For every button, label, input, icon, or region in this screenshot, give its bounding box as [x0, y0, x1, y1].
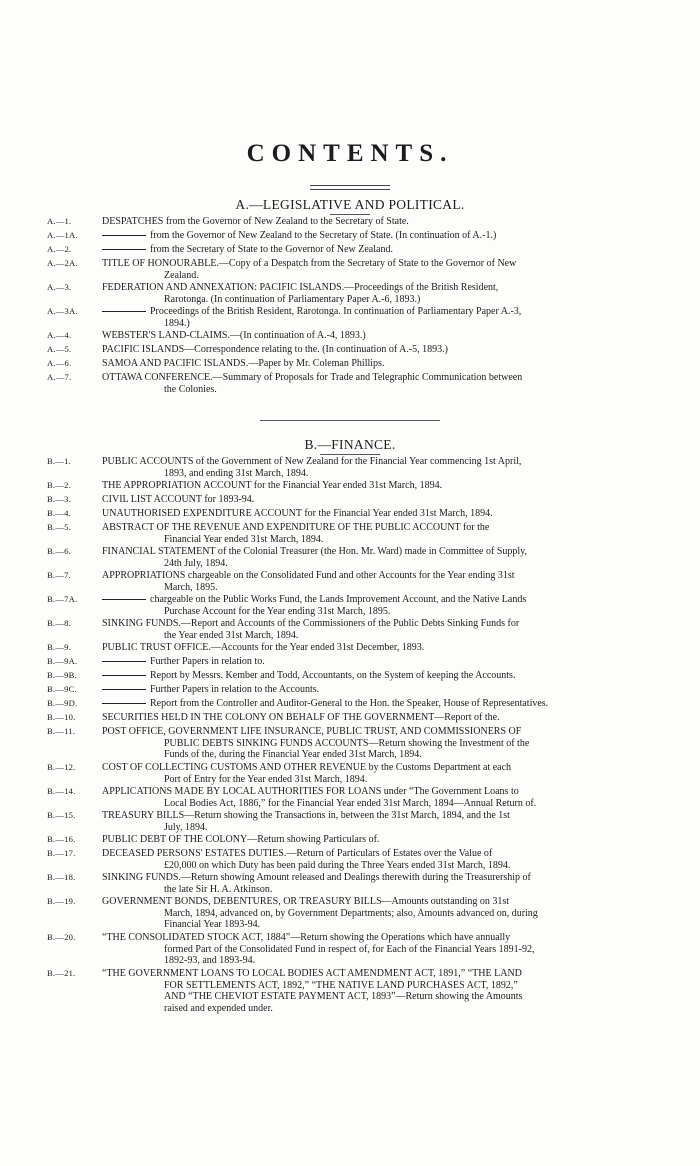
entry-text [102, 618, 668, 641]
entry-code: B.—21. [47, 968, 76, 978]
entry-continuation: Rarotonga. (In continuation of Parliamentary Paper A.-6, 1893.) [164, 293, 421, 305]
entry-title: from the Governor of New Zealand to the Secretary of State. (In continuation of A.-1.) [150, 230, 497, 241]
entry-title: OTTAWA CONFERENCE.—Summary of Proposals for Trade and Telegraphic Communication between [102, 372, 523, 383]
entry-code: B.—8. [47, 618, 71, 628]
entry-text [102, 670, 668, 682]
entry-title: Further Papers in relation to the Accounts. [150, 684, 320, 695]
entry-title: PUBLIC ACCOUNTS of the Government of New Zealand for the Financial Year commencing 1st April, [102, 456, 522, 467]
entry-text [102, 230, 668, 242]
entry-continuation: FOR SETTLEMENTS ACT, 1892,” “THE NATIVE LAND PURCHASES ACT, 1892,” [164, 979, 518, 991]
entry-text [102, 306, 668, 329]
entry-code: B.—7A. [47, 594, 78, 604]
entry-code: A.—7. [47, 372, 72, 382]
section-heading-a: A.—LEGISLATIVE AND POLITICAL. [235, 197, 465, 212]
entry-text [102, 344, 668, 356]
entry-continuation: 1892-93, and 1893-94. [164, 955, 256, 966]
entry-code: B.—5. [47, 522, 71, 532]
entry-title: PACIFIC ISLANDS—Correspondence relating to the. (In continuation of A.-5, 1893.) [102, 344, 448, 355]
entry-text [102, 282, 668, 305]
entry-code: B.—12. [47, 762, 76, 772]
entry-code: B.—9A. [47, 656, 78, 666]
entry-title: DECEASED PERSONS' ESTATES DUTIES.—Return of Particulars of Estates over the Value of [102, 848, 493, 859]
section-divider-a [330, 214, 370, 215]
entry-title: APPROPRIATIONS chargeable on the Consolidated Fund and other Accounts for the Year ending 31st [102, 570, 515, 581]
entry-title: THE APPROPRIATION ACCOUNT for the Financial Year ended 31st March, 1894. [102, 480, 443, 491]
entry-title: WEBSTER'S LAND-CLAIMS.—(In continuation of A.-4, 1893.) [102, 330, 366, 341]
entry-continuation: Financial Year 1893-94. [164, 919, 261, 930]
entry-text [102, 726, 668, 761]
entry-title: SINKING FUNDS.—Return showing Amount released and Dealings therewith during the Treasurership of [102, 872, 531, 883]
entry-text [102, 834, 668, 846]
entry-text [102, 698, 668, 710]
entry-continuation: AND “THE CHEVIOT ESTATE PAYMENT ACT, 1893”—Return showing the Amounts [164, 991, 523, 1002]
entry-continuation: 1894.) [164, 317, 190, 329]
entry-code: A.—3A. [47, 306, 78, 316]
entry-title: Report from the Controller and Auditor-General to the Hon. the Speaker, House of Representatives. [150, 698, 549, 709]
entry-code: B.—15. [47, 810, 76, 820]
entry-text [102, 932, 668, 967]
entry-code: B.—4. [47, 508, 71, 518]
entry-code: B.—2. [47, 480, 71, 490]
entry-text [102, 358, 668, 370]
entry-title: from the Secretary of State to the Governor of New Zealand. [150, 244, 393, 255]
entry-title: GOVERNMENT BONDS, DEBENTURES, OR TREASURY BILLS—Amounts outstanding on 31st [102, 896, 510, 907]
entry-title: SINKING FUNDS.—Report and Accounts of the Commissioners of the Public Debts Sinking Funds for [102, 618, 520, 629]
entry-text [102, 968, 668, 1014]
entry-code: A.—1. [47, 216, 72, 226]
entry-text [102, 244, 668, 256]
entry-title: “THE GOVERNMENT LOANS TO LOCAL BODIES ACT AMENDMENT ACT, 1891,” “THE LAND [102, 968, 522, 979]
entry-title: Further Papers in relation to. [150, 656, 265, 667]
entry-text [102, 872, 668, 895]
entry-title: FEDERATION AND ANNEXATION: PACIFIC ISLANDS.—Proceedings of the British Resident, [102, 282, 499, 293]
entry-title: TITLE OF HONOURABLE.—Copy of a Despatch from the Secretary of State to the Governor of New [102, 258, 517, 269]
entry-continuation: £20,000 on which Duty has been paid during the Three Years ended 31st March, 1894. [164, 859, 511, 871]
entry-continuation: the late Sir H. A. Atkinson. [164, 883, 273, 895]
entry-continuation: Local Bodies Act, 1886,” for the Financial Year ended 31st March, 1894—Annual Return of. [164, 797, 537, 809]
entry-code: B.—18. [47, 872, 76, 882]
entry-text [102, 546, 668, 569]
entry-code: B.—19. [47, 896, 76, 906]
entry-text [102, 330, 668, 342]
entry-title: COST OF COLLECTING CUSTOMS AND OTHER REVENUE by the Customs Department at each [102, 762, 512, 773]
ditto-dash [102, 249, 146, 250]
entry-continuation: Port of Entry for the Year ended 31st March, 1894. [164, 773, 368, 785]
ditto-dash [102, 599, 146, 600]
entry-title: ABSTRACT OF THE REVENUE AND EXPENDITURE OF THE PUBLIC ACCOUNT for the [102, 522, 490, 533]
title-divider [310, 185, 390, 190]
entry-code: B.—9. [47, 642, 71, 652]
entry-text [102, 642, 668, 654]
entry-continuation: Purchase Account for the Year ending 31st March, 1895. [164, 605, 391, 617]
ditto-dash [102, 661, 146, 662]
entry-text [102, 216, 668, 228]
entry-text [102, 570, 668, 593]
entry-text [102, 372, 668, 395]
ditto-dash [102, 235, 146, 236]
entry-text [102, 810, 668, 833]
entry-continuation: March, 1894, advanced on, by Government Departments; also, Amounts advanced on, during [164, 907, 538, 919]
entry-continuation: Financial Year ended 31st March, 1894. [164, 533, 324, 545]
entry-continuation: raised and expended under. [164, 1002, 273, 1014]
entry-text [102, 258, 668, 281]
entry-code: B.—9D. [47, 698, 78, 708]
entry-continuation: July, 1894. [164, 821, 208, 833]
entry-title: PUBLIC TRUST OFFICE.—Accounts for the Year ended 31st December, 1893. [102, 642, 425, 653]
entry-code: B.—9B. [47, 670, 77, 680]
entry-continuation: Zealand. [164, 269, 199, 281]
entry-text [102, 522, 668, 545]
entry-title: POST OFFICE, GOVERNMENT LIFE INSURANCE, PUBLIC TRUST, AND COMMISSIONERS OF [102, 726, 522, 737]
entry-text [102, 762, 668, 785]
ditto-dash [102, 311, 146, 312]
entry-text [102, 896, 668, 931]
entry-title: CIVIL LIST ACCOUNT for 1893-94. [102, 494, 255, 505]
entry-code: B.—7. [47, 570, 71, 580]
entry-code: A.—5. [47, 344, 72, 354]
entry-text [102, 480, 668, 492]
entry-text [102, 456, 668, 479]
entry-title: Proceedings of the British Resident, Rarotonga. In continuation of Parliamentary Paper A.-3, [150, 306, 522, 317]
entry-text [102, 594, 668, 617]
entry-continuation: 24th July, 1894. [164, 557, 228, 569]
entry-continuation: March, 1895. [164, 581, 218, 593]
entry-title: UNAUTHORISED EXPENDITURE ACCOUNT for the Financial Year ended 31st March, 1894. [102, 508, 493, 519]
section-separator [260, 420, 440, 421]
entry-code: B.—3. [47, 494, 71, 504]
entry-code: A.—6. [47, 358, 72, 368]
entry-continuation: formed Part of the Consolidated Fund in respect of, for Each of the Financial Years 1891-92, [164, 943, 535, 955]
entry-continuation: Funds of the, during the Financial Year ended 31st March, 1894. [164, 749, 422, 760]
entry-title: “THE CONSOLIDATED STOCK ACT, 1884”—Return showing the Operations which have annually [102, 932, 511, 943]
entry-title: chargeable on the Public Works Fund, the Lands Improvement Account, and the Native Lands [150, 594, 527, 605]
ditto-dash [102, 675, 146, 676]
ditto-dash [102, 703, 146, 704]
section-heading-b: B.—FINANCE. [304, 437, 396, 452]
entry-text [102, 712, 668, 724]
entry-text [102, 684, 668, 696]
entry-code: B.—1. [47, 456, 71, 466]
entry-code: B.—20. [47, 932, 76, 942]
entry-code: A.—2. [47, 244, 72, 254]
entry-title: APPLICATIONS MADE BY LOCAL AUTHORITIES FOR LOANS under “The Government Loans to [102, 786, 519, 797]
entry-code: A.—4. [47, 330, 72, 340]
entry-code: B.—10. [47, 712, 76, 722]
section-divider-b [320, 454, 380, 455]
entry-continuation: the Year ended 31st March, 1894. [164, 629, 299, 641]
entry-continuation: 1893, and ending 31st March, 1894. [164, 467, 309, 479]
entry-title: TREASURY BILLS—Return showing the Transactions in, between the 31st March, 1894, and the 1st [102, 810, 510, 821]
entry-code: B.—16. [47, 834, 76, 844]
entry-code: B.—11. [47, 726, 76, 736]
entry-title: DESPATCHES from the Governor of New Zealand to the Secretary of State. [102, 216, 409, 227]
entry-code: B.—14. [47, 786, 76, 796]
entry-code: B.—6. [47, 546, 71, 556]
entry-code: A.—1A. [47, 230, 78, 240]
entry-text [102, 508, 668, 520]
page-title: CONTENTS. [246, 140, 454, 167]
entry-code: A.—3. [47, 282, 72, 292]
entry-code: B.—17. [47, 848, 76, 858]
entry-text [102, 848, 668, 871]
entry-title: PUBLIC DEBT OF THE COLONY—Return showing Particulars of. [102, 834, 380, 845]
entry-text [102, 494, 668, 506]
entry-title: SAMOA AND PACIFIC ISLANDS.—Paper by Mr. Coleman Phillips. [102, 358, 385, 369]
entry-code: A.—2A. [47, 258, 78, 268]
entry-title: FINANCIAL STATEMENT of the Colonial Treasurer (the Hon. Mr. Ward) made in Committee of Supply, [102, 546, 528, 557]
entry-continuation: the Colonies. [164, 383, 217, 395]
entry-title: Report by Messrs. Kember and Todd, Accountants, on the System of keeping the Accounts. [150, 670, 516, 681]
ditto-dash [102, 689, 146, 690]
entry-text [102, 656, 668, 668]
entry-continuation: PUBLIC DEBTS SINKING FUNDS ACCOUNTS—Return showing the Investment of the [164, 737, 530, 749]
entry-code: B.—9C. [47, 684, 77, 694]
entry-text [102, 786, 668, 809]
entry-title: SECURITIES HELD IN THE COLONY ON BEHALF OF THE GOVERNMENT—Report of the. [102, 712, 500, 723]
